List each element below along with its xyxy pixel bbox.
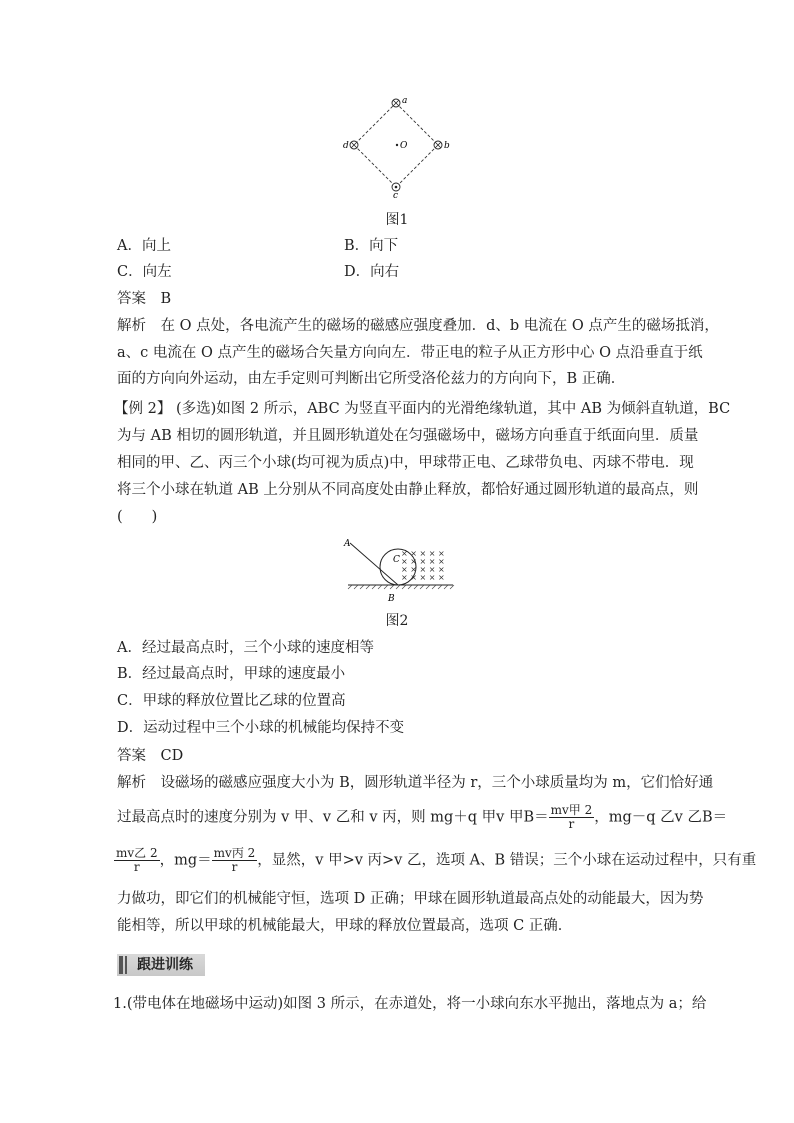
svg-text:× × × × ×: × × × × ×: [401, 557, 445, 566]
q1-analysis-line: 面的方向向外运动，由左手定则可判断出它所受洛伦兹力的方向向下，B 正确．: [117, 371, 626, 387]
example-2-analysis-line: 能相等，所以甲球的机械能最大，甲球的释放位置最高，选项 C 正确．: [117, 918, 573, 934]
example-2-line: 为与 AB 相切的圆形轨道，并且圆形轨道处在匀强磁场中，磁场方向垂直于纸面向里．质量: [117, 428, 699, 444]
figure-1-caption: 图1: [385, 212, 409, 228]
current-b-icon: [434, 141, 442, 149]
section-heading: [117, 954, 205, 976]
example-2-line: 【例 2】 (多选)如图 2 所示，ABC 为竖直平面内的光滑绝缘轨道，其中 AB 为倾斜直轨道，BC: [114, 401, 731, 417]
example-2-option: C．甲球的释放位置比乙球的位置高: [117, 693, 346, 709]
example-2-analysis-formula-line: 过最高点时的速度分别为 v 甲、v 乙和 v 丙，则 mg＋q 甲v 甲B＝ $\frac{\text{mv甲 2}}{r}$ ，mg－q 乙v 乙B＝: [117, 803, 728, 831]
figure-1-square-currents: [340, 95, 450, 200]
svg-text:× × × × ×: × × × × ×: [401, 549, 445, 558]
section-title: 跟进训练: [137, 957, 193, 973]
q1-answer: 答案 B: [117, 291, 172, 307]
example-2-answer: 答案 CD: [117, 748, 184, 764]
svg-text:a: a: [402, 96, 408, 106]
practice-question-1: 1.(带电体在地磁场中运动)如图 3 所示，在赤道处，将一小球向东水平抛出，落地点为 a；给: [113, 996, 707, 1012]
fraction: $\frac{\text{mv丙 2}}{r}$: [213, 846, 256, 874]
example-2-option: B．经过最高点时，甲球的速度最小: [117, 666, 346, 682]
svg-text:B: B: [388, 594, 395, 604]
example-2-line: 相同的甲、乙、丙三个小球(均可视为质点)中，甲球带正电、乙球带负电、丙球不带电．现: [117, 455, 694, 471]
figure-2-track: [338, 533, 458, 605]
option-d: D．向右: [344, 264, 400, 280]
option-b: B．向下: [344, 238, 399, 254]
option-c: C．向左: [117, 264, 172, 280]
svg-text:× × × × ×: × × × × ×: [401, 565, 445, 574]
fraction: $\frac{\text{mv甲 2}}{r}$: [550, 803, 593, 831]
option-a: A．向上: [117, 238, 171, 254]
svg-text:c: c: [393, 191, 399, 200]
svg-text:× × × × ×: × × × × ×: [401, 573, 445, 582]
current-d-icon: [350, 141, 358, 149]
current-c-icon: [392, 183, 400, 191]
figure-2-caption: 图2: [385, 613, 409, 629]
svg-text:C: C: [393, 555, 400, 565]
example-2-line: 将三个小球在轨道 AB 上分别从不同高度处由静止释放，都恰好通过圆形轨道的最高点，则: [117, 482, 699, 498]
example-2-line: ( ): [117, 509, 158, 525]
q1-analysis-line: a、c 电流在 O 点产生的磁场合矢量方向向左．带正电的粒子从正方形中心 O 点沿垂直于纸: [117, 345, 703, 361]
example-2-analysis-formula-line: $\frac{\text{mv乙 2}}{r}$ ，mg＝ $\frac{\text{mv丙 2}}{r}$ ，显然，v 甲>v 丙>v 乙，选项 A、B 错误；三个小球在运动过程中，只有重: [116, 846, 757, 874]
example-2-option: D．运动过程中三个小球的机械能均保持不变: [117, 720, 405, 736]
svg-text:A: A: [344, 539, 351, 549]
current-a-icon: [392, 99, 400, 107]
example-2-analysis-line: 解析 设磁场的磁感应强度大小为 B，圆形轨道半径为 r，三个小球质量均为 m，它们恰好通: [117, 775, 714, 791]
q1-analysis-line: 解析 在 O 点处，各电流产生的磁场的磁感应强度叠加．d、b 电流在 O 点产生的磁场抵消，: [117, 318, 719, 334]
fraction: $\frac{\text{mv乙 2}}{r}$: [116, 846, 158, 874]
svg-text:O: O: [400, 141, 408, 151]
example-2-analysis-line: 力做功，即它们的机械能守恒，选项 D 正确；甲球在圆形轨道最高点处的动能最大，因为势: [117, 891, 704, 907]
example-2-option: A．经过最高点时，三个小球的速度相等: [117, 640, 374, 656]
svg-text:d: d: [343, 141, 349, 151]
svg-text:b: b: [444, 141, 450, 151]
